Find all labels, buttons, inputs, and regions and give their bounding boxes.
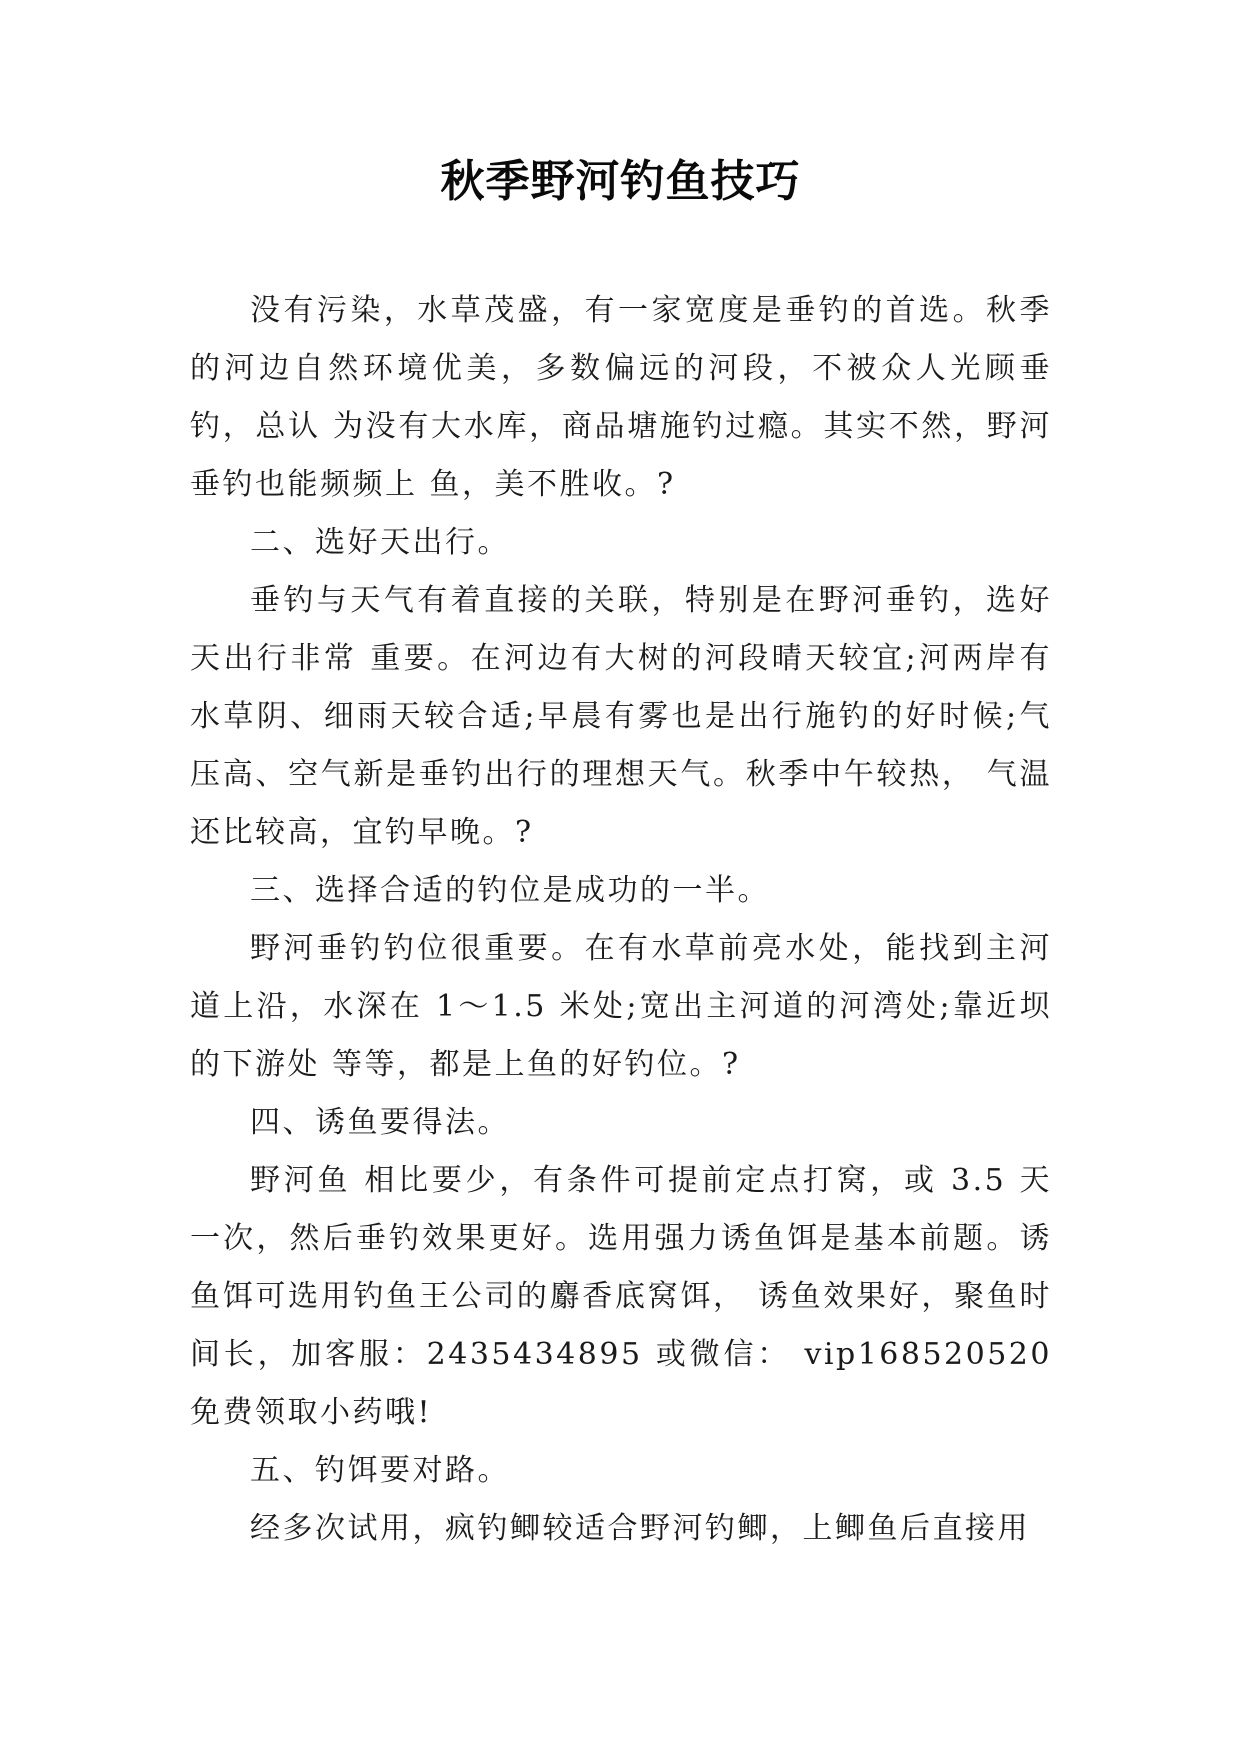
heading-section-4: 四、诱鱼要得法。: [250, 1105, 510, 1140]
paragraph-fishing-spot: 野河垂钓钓位很重要。在有水草前亮水处，能找到主河道上沿，水深在 1～1.5 米处;宽出主河道的河湾处;靠近坝的下游处 等等，都是上鱼的好钓位。?: [190, 931, 1052, 1082]
paragraph-weather: 垂钓与天气有着直接的关联，特别是在野河垂钓，选好天出行非常 重要。在河边有大树的河段晴天较宜;河两岸有水草阴、细雨天较合适;早晨有雾也是出行施钓的好时候;气压高、空气新是垂钓出行的理想天气。秋季中午较热， 气温还比较高，宜钓早晚。?: [190, 583, 1052, 850]
heading-section-3: 三、选择合适的钓位是成功的一半。: [250, 873, 770, 908]
heading-section-5: 五、钓饵要对路。: [250, 1453, 510, 1488]
heading-section-2: 二、选好天出行。: [250, 525, 510, 560]
document-title: 秋季野河钓鱼技巧: [440, 156, 801, 207]
paragraph-intro: 没有污染，水草茂盛，有一家宽度是垂钓的首选。秋季的河边自然环境优美，多数偏远的河段，不被众人光顾垂钓，总认 为没有大水库，商品塘施钓过瘾。其实不然，野河垂钓也能频频上 鱼，美不胜收。?: [190, 293, 1052, 502]
paragraph-lure: 野河鱼 相比要少，有条件可提前定点打窝，或 3.5 天一次，然后垂钓效果更好。选用强力诱鱼饵是基本前题。诱鱼饵可选用钓鱼王公司的麝香底窝饵， 诱鱼效果好，聚鱼时间长，加客服：2435434895 或微信： vip168520520 免费领取小药哦!: [190, 1163, 1052, 1430]
document-body: [190, 282, 1052, 1558]
paragraph-bait: 经多次试用，疯钓鲫较适合野河钓鲫，上鲫鱼后直接用: [250, 1511, 1030, 1546]
